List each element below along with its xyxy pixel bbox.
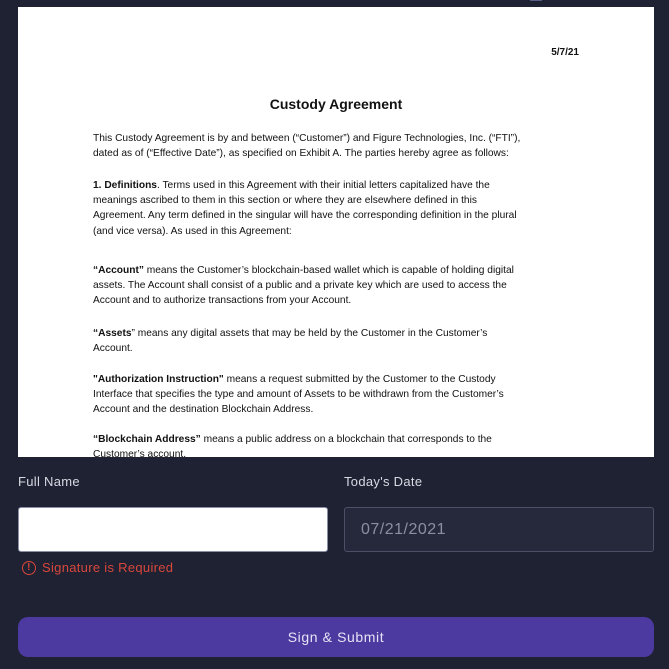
definition-line: Account. (93, 343, 133, 355)
definition-line: means a public address on a blockchain that corresponds to the (200, 434, 492, 445)
todays-date-label: Today's Date (344, 474, 423, 489)
term-blockchain-address: “Blockchain Address” (93, 434, 201, 445)
definitions-paragraph (93, 178, 583, 239)
definition-account (93, 263, 583, 309)
definition-blockchain-address (93, 432, 583, 457)
definitions-line: (and vice versa). As used in this Agreement: (93, 225, 292, 237)
definition-authorization-instruction (93, 372, 583, 418)
scroll-indicator (530, 0, 542, 1)
definition-line: Interface that specifies the type and amount of Assets to be withdrawn from the Customer’s (93, 389, 504, 401)
alert-circle-icon: ! (22, 561, 36, 575)
definitions-line: Agreement. Any term defined in the singular will have the corresponding definition in the plural (93, 210, 517, 222)
intro-line: This Custody Agreement is by and between (“Customer”) and Figure Technologies, Inc. (“FTI”), (93, 133, 521, 144)
intro-line: dated as of (“Effective Date”), as specified on Exhibit A. The parties hereby agree as follows: (93, 148, 509, 160)
todays-date-input (344, 507, 654, 552)
document-date: 5/7/21 (551, 47, 579, 58)
term-account: “Account” (93, 265, 144, 276)
sign-submit-button[interactable]: Sign & Submit (18, 617, 654, 657)
definition-line: ” means any digital assets that may be held by the Customer in the Customer’s (131, 328, 488, 339)
intro-paragraph (93, 131, 583, 161)
definitions-line: meanings ascribed to them in this section or where they are elsewhere defined in this (93, 195, 477, 207)
full-name-label: Full Name (18, 474, 80, 489)
definition-line: assets. The Account shall consist of a public and a private key which are used to access the (93, 280, 507, 292)
signature-error-text: Signature is Required (42, 560, 174, 575)
definition-line: means a request submitted by the Customer to the Custody (223, 374, 496, 385)
definition-line: Account and to authorize transactions from your Account. (93, 295, 352, 307)
document-viewer[interactable] (18, 7, 654, 457)
definition-line: Customer’s account. (93, 449, 187, 457)
definition-assets (93, 326, 583, 356)
definitions-line: . Terms used in this Agreement with their initial letters capitalized have the (156, 180, 490, 191)
signature-error (22, 560, 173, 575)
term-assets: “Assets (93, 328, 132, 339)
document-title: Custody Agreement (269, 96, 403, 112)
definitions-heading: 1. Definitions (93, 180, 157, 191)
definition-line: Account and the destination Blockchain Address. (93, 404, 314, 416)
definition-line: means the Customer’s blockchain-based wallet which is capable of holding digital (143, 265, 514, 276)
full-name-input[interactable] (18, 507, 328, 552)
term-authorization-instruction: "Authorization Instruction" (93, 374, 224, 385)
